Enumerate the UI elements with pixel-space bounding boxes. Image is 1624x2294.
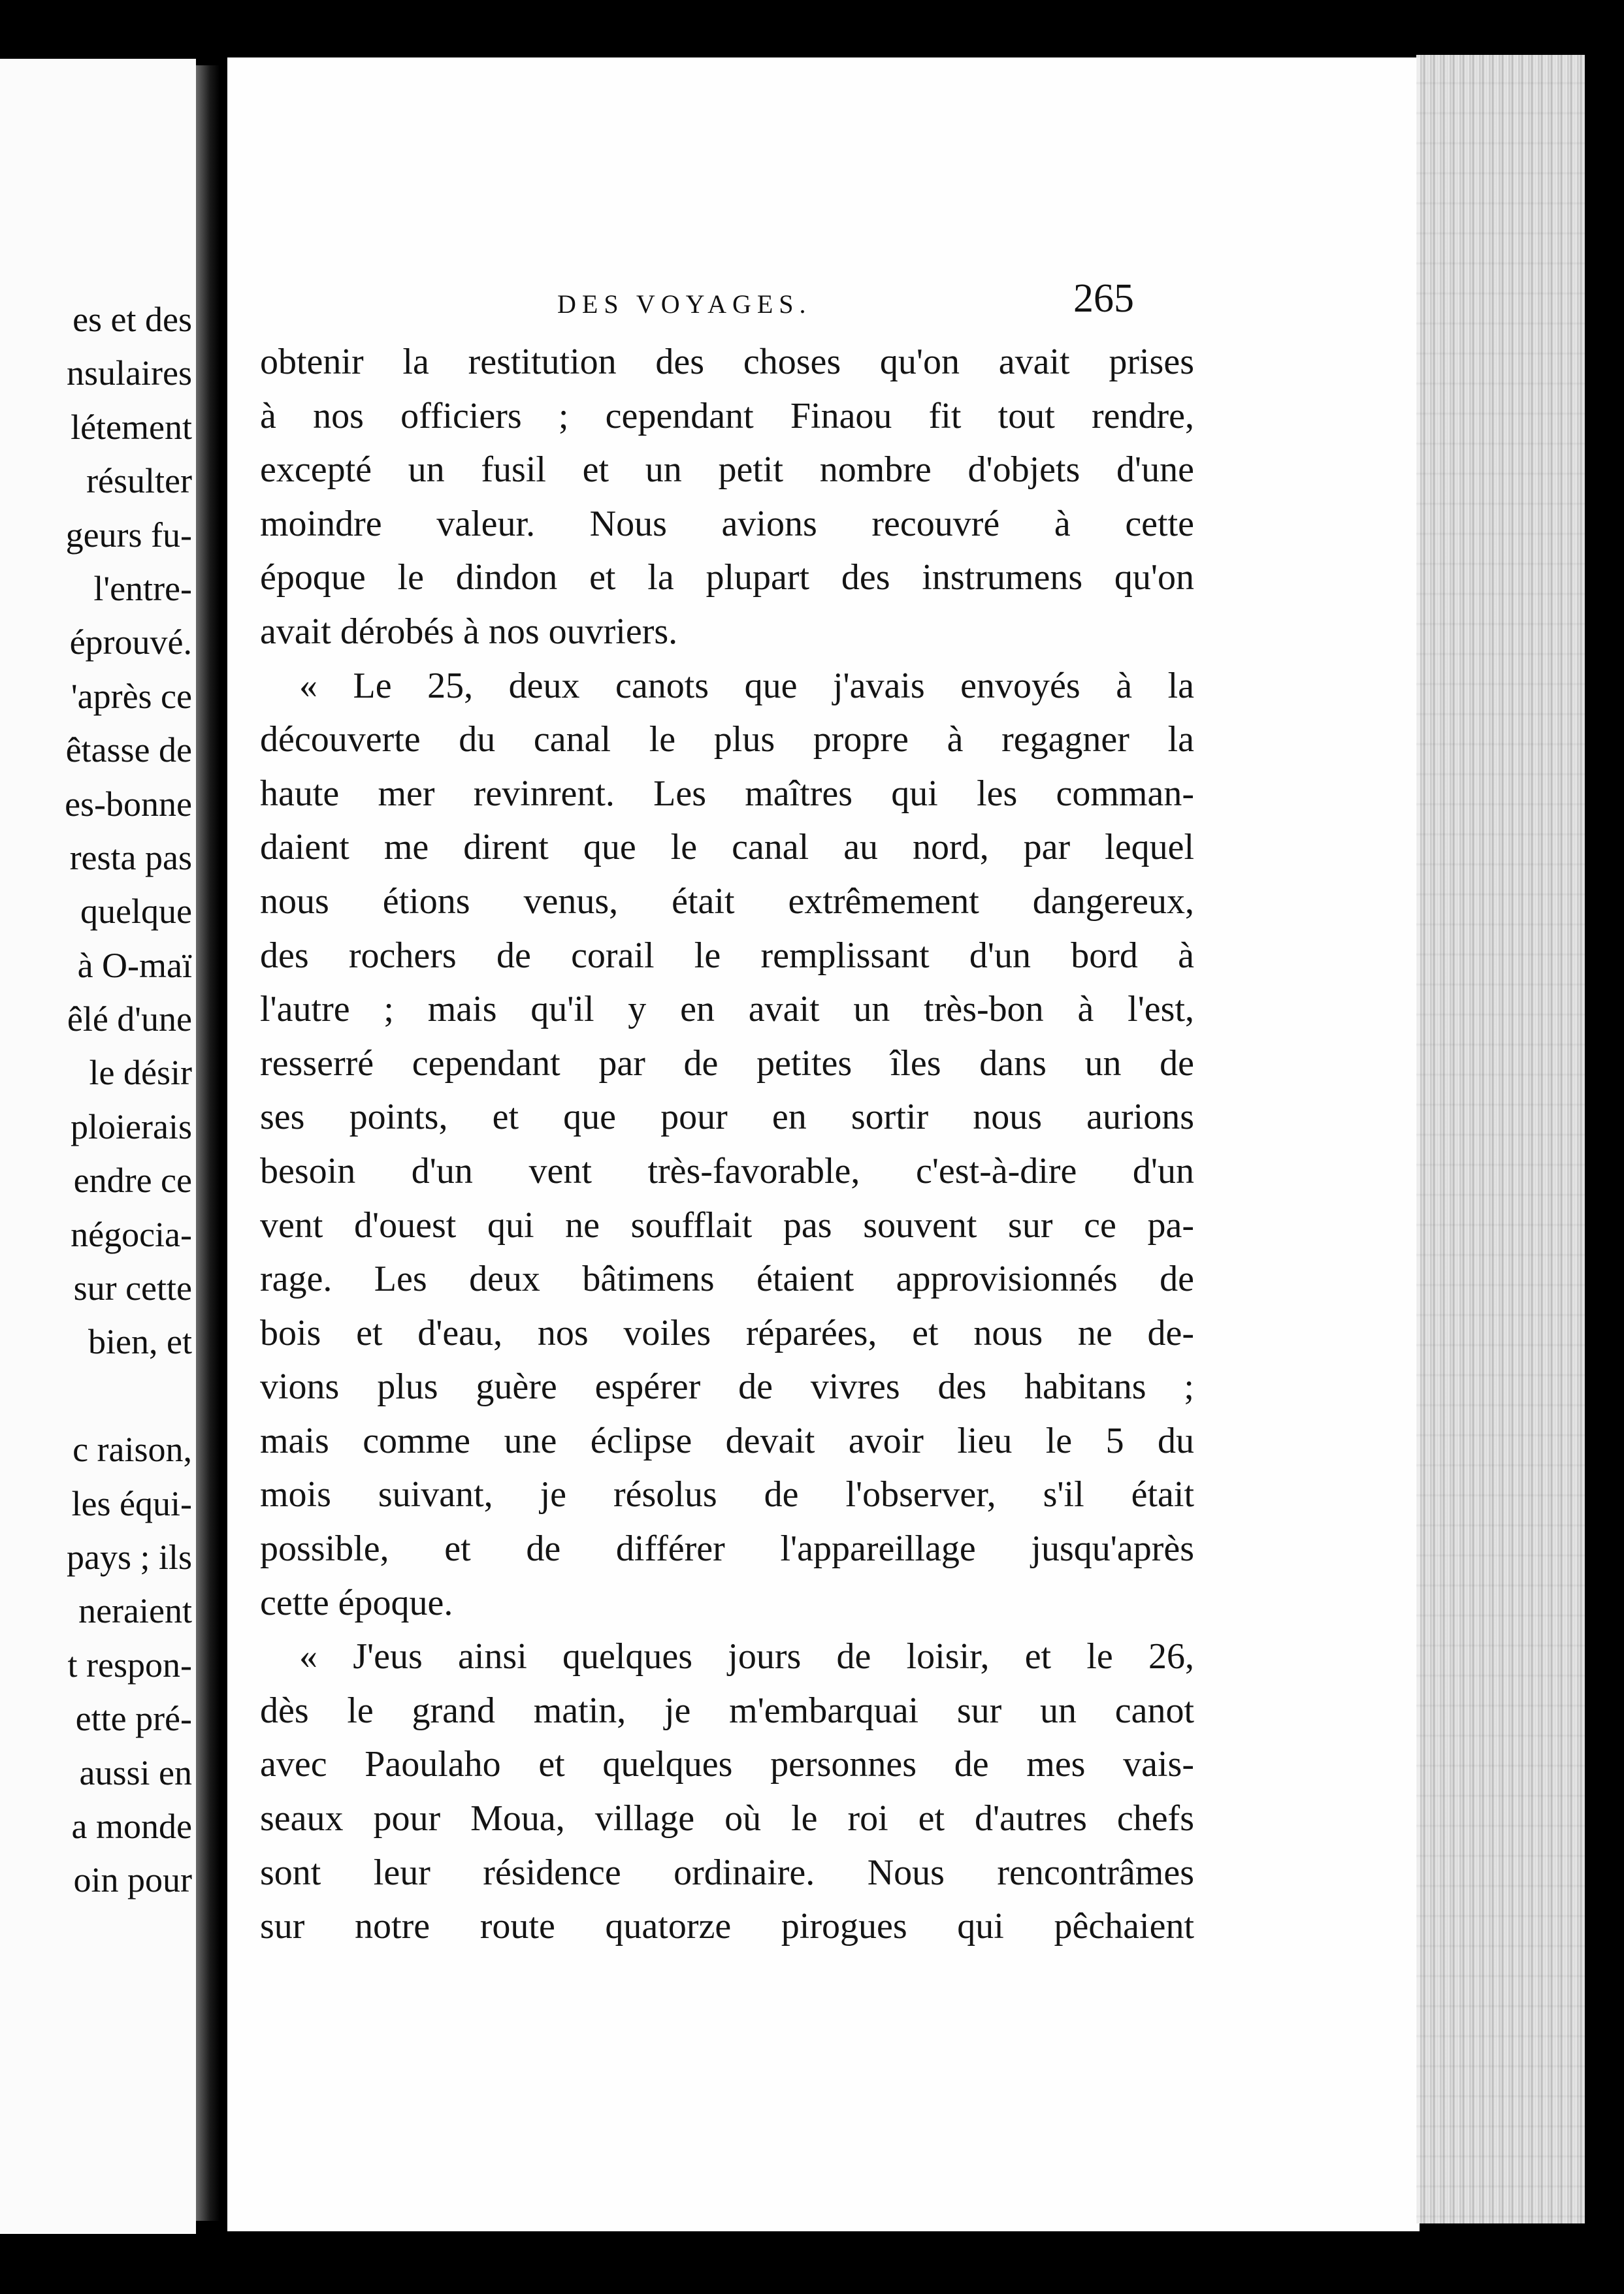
text-line: seaux pour Moua, village où le roi et d'autres chefs bbox=[260, 1798, 1194, 1839]
text-line: moindre valeur. Nous avions recouvré à cette bbox=[260, 503, 1194, 544]
left-page-line bbox=[0, 1369, 192, 1423]
text-line: bois et d'eau, nos voiles réparées, et nous ne de- bbox=[260, 1312, 1194, 1353]
text-line: vent d'ouest qui ne soufflait pas souvent sur ce pa- bbox=[260, 1204, 1194, 1246]
left-page-line: ette pré- bbox=[75, 1699, 192, 1739]
left-page-line: quelque bbox=[80, 892, 192, 931]
left-page-line: es et des bbox=[73, 300, 192, 339]
page-edges-stack bbox=[1416, 55, 1585, 2223]
text-line: des rochers de corail le remplissant d'un bord à bbox=[260, 935, 1194, 976]
left-page-line: ploierais bbox=[71, 1107, 192, 1146]
page-number: 265 bbox=[1073, 276, 1134, 321]
text-line: cette époque. bbox=[260, 1582, 453, 1623]
text-line: daient me dirent que le canal au nord, par lequel bbox=[260, 827, 1194, 868]
text-line: haute mer revinrent. Les maîtres qui les comman- bbox=[260, 773, 1194, 814]
text-line: « Le 25, deux canots que j'avais envoyés à la bbox=[299, 665, 1194, 706]
left-page-line: oin pour bbox=[73, 1860, 192, 1900]
left-page-line: éprouvé. bbox=[69, 622, 192, 662]
book-gutter-shadow bbox=[196, 65, 219, 2221]
text-line: resserré cependant par de petites îles dans un de bbox=[260, 1042, 1194, 1084]
left-page-line: bien, et bbox=[88, 1322, 192, 1362]
text-line: possible, et de différer l'appareillage jusqu'après bbox=[260, 1528, 1194, 1570]
text-line: besoin d'un vent très-favorable, c'est-à-dire d'un bbox=[260, 1150, 1194, 1191]
left-page-line: êlé d'une bbox=[67, 999, 192, 1039]
text-line: sont leur résidence ordinaire. Nous rencontrâmes bbox=[260, 1852, 1194, 1893]
left-page-line: 'après ce bbox=[71, 676, 192, 716]
left-page-line: létement bbox=[71, 407, 192, 447]
left-page-line: à O-maï bbox=[77, 945, 192, 985]
left-page-line: sur cette bbox=[73, 1268, 192, 1308]
text-line: à nos officiers ; cependant Finaou fit tout rendre, bbox=[260, 395, 1194, 436]
text-line: époque le dindon et la plupart des instrumens qu'on bbox=[260, 557, 1194, 598]
left-page-line: neraient bbox=[78, 1591, 192, 1631]
left-page-line: l'entre- bbox=[93, 568, 192, 608]
left-page-line: aussi en bbox=[79, 1753, 192, 1792]
text-line: sur notre route quatorze pirogues qui pêchaient bbox=[260, 1906, 1194, 1947]
running-head: DES VOYAGES. bbox=[557, 289, 812, 319]
left-page-line: c raison, bbox=[73, 1430, 192, 1470]
left-page-line: geurs fu- bbox=[65, 515, 192, 555]
text-line: vions plus guère espérer de vivres des habitans ; bbox=[260, 1366, 1194, 1408]
text-line: découverte du canal le plus propre à regagner la bbox=[260, 719, 1194, 760]
left-page-line: nsulaires bbox=[67, 353, 192, 393]
left-page-line: endre ce bbox=[73, 1161, 192, 1201]
text-line: avec Paoulaho et quelques personnes de mes vais- bbox=[260, 1744, 1194, 1785]
left-page-line: le désir bbox=[89, 1053, 192, 1093]
text-line: « J'eus ainsi quelques jours de loisir, et le 26, bbox=[299, 1636, 1194, 1677]
right-page bbox=[227, 57, 1420, 2231]
text-line: ses points, et que pour en sortir nous aurions bbox=[260, 1097, 1194, 1138]
left-page-line: resta pas bbox=[69, 837, 192, 877]
text-line: obtenir la restitution des choses qu'on avait prises bbox=[260, 342, 1194, 382]
text-line: mais comme une éclipse devait avoir lieu le 5 du bbox=[260, 1420, 1194, 1461]
left-page-line: résulter bbox=[86, 461, 192, 501]
text-line: rage. Les deux bâtimens étaient approvisionnés de bbox=[260, 1259, 1194, 1300]
text-line: nous étions venus, était extrêmement dangereux, bbox=[260, 880, 1194, 922]
page-header bbox=[227, 229, 1420, 321]
left-page-line: négocia- bbox=[71, 1214, 192, 1254]
left-page-line: les équi- bbox=[71, 1483, 192, 1523]
text-line: avait dérobés à nos ouvriers. bbox=[260, 611, 678, 652]
text-line: excepté un fusil et un petit nombre d'objets d'une bbox=[260, 449, 1194, 491]
text-line: l'autre ; mais qu'il y en avait un très-bon à l'est, bbox=[260, 989, 1194, 1030]
body-text bbox=[260, 335, 1194, 1954]
text-line: mois suivant, je résolus de l'observer, s'il était bbox=[260, 1474, 1194, 1515]
left-page-line: pays ; ils bbox=[66, 1537, 192, 1577]
text-line: dès le grand matin, je m'embarquai sur un canot bbox=[260, 1690, 1194, 1731]
left-page-text-fragments bbox=[0, 293, 192, 1907]
left-page-line: a monde bbox=[71, 1806, 192, 1846]
left-page-line: es-bonne bbox=[65, 784, 192, 824]
left-facing-page bbox=[0, 59, 196, 2234]
left-page-line: t respon- bbox=[67, 1645, 192, 1685]
left-page-line: êtasse de bbox=[65, 730, 192, 770]
